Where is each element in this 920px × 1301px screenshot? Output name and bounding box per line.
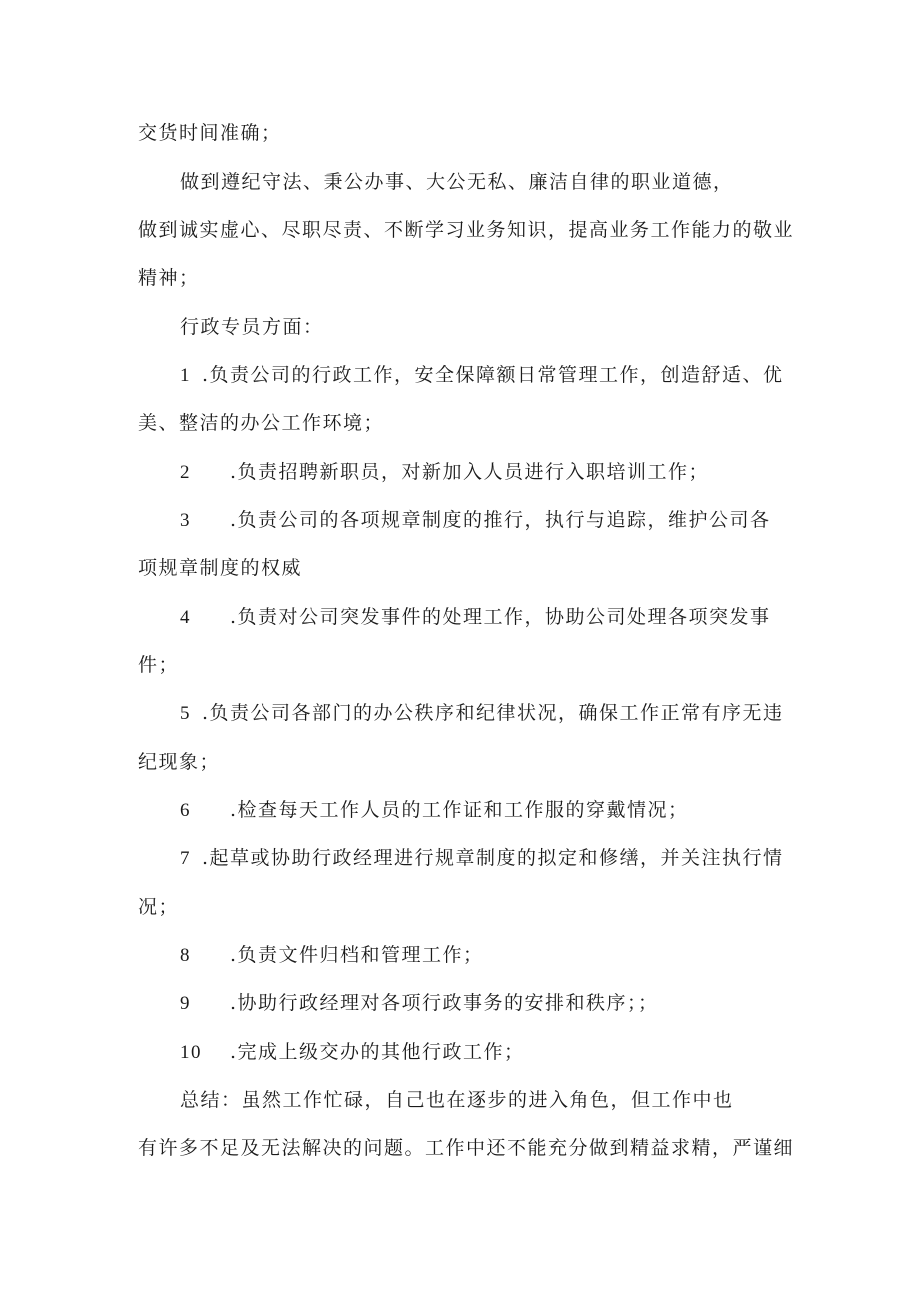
list-item-text: .负责招聘新职员，对新加入人员进行入职培训工作；: [230, 461, 710, 483]
text-line: 做到遵纪守法、秉公办事、大公无私、廉洁自律的职业道德，: [180, 171, 734, 193]
section-heading: 行政专员方面：: [180, 316, 324, 338]
list-item-text: .负责公司各部门的办公秩序和纪律状况，确保工作正常有序无违: [202, 702, 784, 724]
list-item: [180, 846, 784, 871]
list-item: [180, 798, 689, 823]
list-item-text: .检查每天工作人员的工作证和工作服的穿戴情况；: [230, 799, 689, 821]
list-item-number: 8: [180, 945, 191, 966]
list-item-number: 9: [180, 993, 191, 1014]
text-line: 件；: [138, 654, 180, 676]
text-line: 纪现象；: [138, 751, 221, 773]
text-line: 有许多不足及无法解决的问题。工作中还不能充分做到精益求精，严谨细: [138, 1137, 795, 1159]
text-line: 况；: [138, 896, 180, 918]
list-item-text: .负责文件归档和管理工作；: [230, 944, 484, 966]
list-item-text: .协助行政经理对各项行政事务的安排和秩序；；: [230, 992, 659, 1014]
list-item-number: 4: [180, 607, 191, 628]
list-item-text: .起草或协助行政经理进行规章制度的拟定和修缮，并关注执行情: [202, 847, 784, 869]
list-item-text: .负责对公司突发事件的处理工作，协助公司处理各项突发事: [230, 606, 771, 628]
list-item-number: 10: [180, 1042, 202, 1063]
list-item: [180, 605, 771, 630]
list-item-number: 5: [180, 703, 191, 724]
list-item: [180, 508, 771, 533]
summary-line: 总结：虽然工作忙碌，自己也在逐步的进入角色，但工作中也: [180, 1089, 734, 1111]
list-item-number: 1: [180, 365, 191, 386]
text-line: 项规章制度的权威: [138, 557, 303, 579]
list-item-text: .负责公司的行政工作，安全保障额日常管理工作，创造舒适、优: [202, 364, 784, 386]
text-line: 交货时间准确；: [138, 122, 282, 144]
list-item-number: 6: [180, 800, 191, 821]
list-item: [180, 701, 784, 726]
list-item-number: 7: [180, 848, 191, 869]
list-item-text: .完成上级交办的其他行政工作；: [230, 1041, 525, 1063]
text-line: 做到诚实虚心、尽职尽责、不断学习业务知识，提高业务工作能力的敬业: [138, 219, 795, 241]
list-item-number: 2: [180, 462, 191, 483]
list-item: [180, 363, 784, 388]
text-line: 精神；: [138, 267, 200, 289]
list-item: [180, 1040, 525, 1065]
list-item-number: 3: [180, 510, 191, 531]
text-line: 美、整洁的办公工作环境；: [138, 412, 385, 434]
list-item: [180, 991, 659, 1016]
list-item: [180, 460, 709, 485]
list-item: [180, 943, 484, 968]
list-item-text: .负责公司的各项规章制度的推行，执行与追踪，维护公司各: [230, 509, 771, 531]
